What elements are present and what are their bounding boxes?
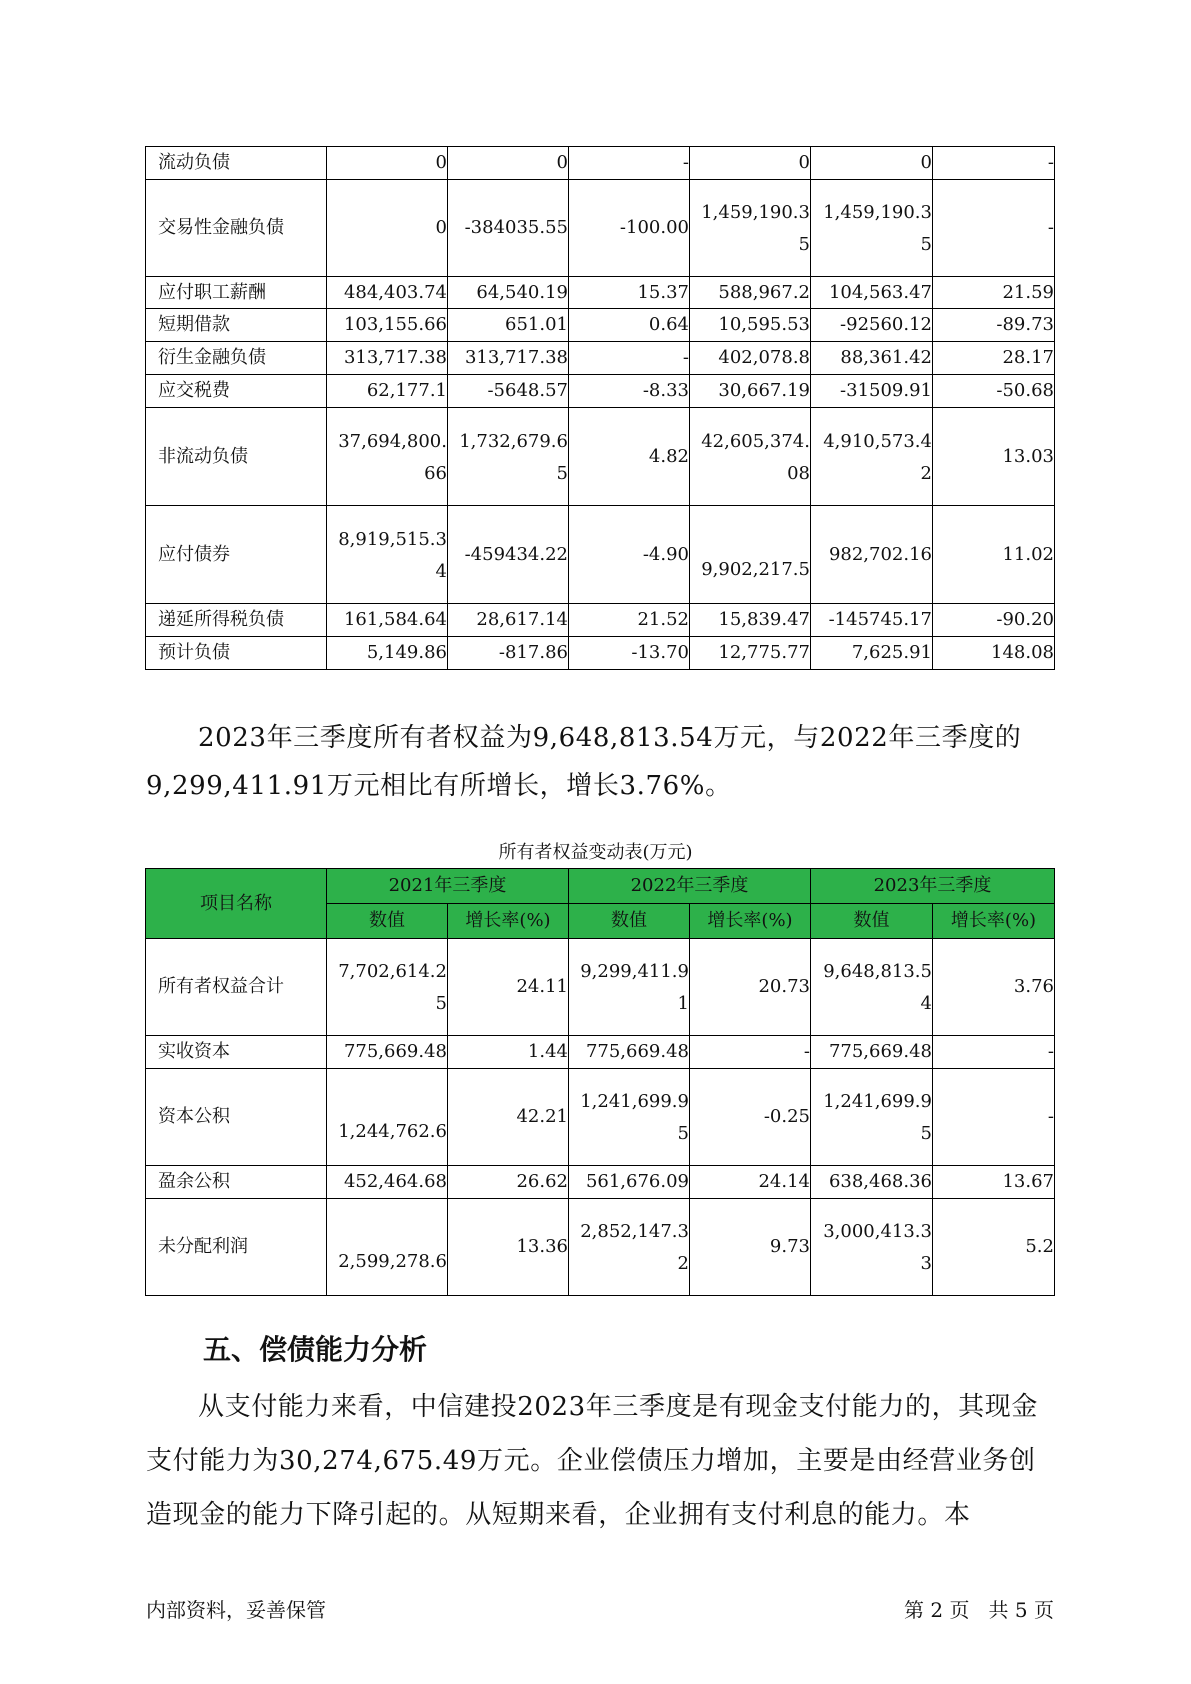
cell-value: -89.73 (933, 309, 1055, 342)
cell-value: 103,155.66 (327, 309, 448, 342)
cell-value: -90.20 (933, 604, 1055, 637)
row-label: 应付职工薪酬 (146, 277, 327, 309)
cell-value: 775,669.48 (569, 1036, 690, 1069)
row-label: 所有者权益合计 (146, 939, 327, 1036)
row-label: 应付债券 (146, 506, 327, 604)
cell-value: 484,403.74 (327, 277, 448, 309)
cell-value: 24.14 (690, 1166, 811, 1199)
cell-value: 9,299,411.91 (569, 939, 690, 1036)
cell-value: 982,702.16 (811, 506, 933, 604)
table-row (146, 604, 1055, 637)
row-label: 非流动负债 (146, 408, 327, 506)
cell-value: -0.25 (690, 1069, 811, 1166)
header-year: 2021年三季度 (327, 869, 569, 904)
cell-value: - (933, 180, 1055, 277)
cell-value: 0.64 (569, 309, 690, 342)
row-label: 未分配利润 (146, 1199, 327, 1296)
cell-value: 4.82 (569, 408, 690, 506)
cell-value: - (690, 1036, 811, 1069)
cell-value: 148.08 (933, 637, 1055, 670)
cell-value: 88,361.42 (811, 342, 933, 375)
cell-value: 313,717.38 (327, 342, 448, 375)
cell-value: -100.00 (569, 180, 690, 277)
cell-value: 5,149.86 (327, 637, 448, 670)
cell-value: 638,468.36 (811, 1166, 933, 1199)
footer-confidential-note: 内部资料，妥善保管 (146, 1598, 326, 1622)
cell-value: 11.02 (933, 506, 1055, 604)
table-row (146, 147, 1055, 180)
cell-value: 0 (690, 147, 811, 180)
cell-value: 775,669.48 (327, 1036, 448, 1069)
row-label: 应交税费 (146, 375, 327, 408)
cell-value: -5648.57 (448, 375, 569, 408)
equity-change-table (145, 868, 1055, 1296)
table-row (146, 637, 1055, 670)
cell-value: 21.59 (933, 277, 1055, 309)
cell-value: 9.73 (690, 1199, 811, 1296)
cell-value: 1,459,190.35 (811, 180, 933, 277)
cell-value: 64,540.19 (448, 277, 569, 309)
table-row (146, 408, 1055, 506)
cell-value: -384035.55 (448, 180, 569, 277)
cell-value: 4,910,573.42 (811, 408, 933, 506)
row-label: 资本公积 (146, 1069, 327, 1166)
cell-value: 313,717.38 (448, 342, 569, 375)
cell-value: 1,244,762.6 (327, 1069, 448, 1166)
cell-value: -8.33 (569, 375, 690, 408)
cell-value: 28,617.14 (448, 604, 569, 637)
equity-summary-paragraph: 2023年三季度所有者权益为9,648,813.54万元，与2022年三季度的9,299,411.91万元相比有所增长，增长3.76%。 (146, 723, 1022, 801)
cell-value: 104,563.47 (811, 277, 933, 309)
table-row (146, 1166, 1055, 1199)
cell-value: 0 (327, 180, 448, 277)
cell-value: 588,967.2 (690, 277, 811, 309)
cell-value: - (569, 342, 690, 375)
cell-value: 561,676.09 (569, 1166, 690, 1199)
cell-value: 13.67 (933, 1166, 1055, 1199)
table-row (146, 277, 1055, 309)
table-row (146, 180, 1055, 277)
table-row (146, 506, 1055, 604)
cell-value: 452,464.68 (327, 1166, 448, 1199)
cell-value: 42,605,374.08 (690, 408, 811, 506)
table-caption: 所有者权益变动表(万元) (498, 842, 693, 863)
cell-value: - (933, 1069, 1055, 1166)
cell-value: 1,241,699.95 (569, 1069, 690, 1166)
table-row (146, 1069, 1055, 1166)
header-year: 2022年三季度 (569, 869, 811, 904)
header-year: 2023年三季度 (811, 869, 1055, 904)
cell-value: - (933, 147, 1055, 180)
cell-value: - (569, 147, 690, 180)
cell-value: 37,694,800.66 (327, 408, 448, 506)
header-growth: 增长率(%) (448, 904, 569, 939)
header-row (146, 869, 1055, 904)
table-row (146, 1199, 1055, 1296)
table-row (146, 939, 1055, 1036)
footer-page-number: 第 2 页 共 5 页 (904, 1598, 1054, 1622)
cell-value: 42.21 (448, 1069, 569, 1166)
cell-value: 2,599,278.6 (327, 1199, 448, 1296)
liabilities-table (145, 146, 1055, 670)
cell-value: 3.76 (933, 939, 1055, 1036)
cell-value: 13.36 (448, 1199, 569, 1296)
cell-value: -817.86 (448, 637, 569, 670)
cell-value: 21.52 (569, 604, 690, 637)
cell-value: 13.03 (933, 408, 1055, 506)
cell-value: 1,459,190.35 (690, 180, 811, 277)
row-label: 预计负债 (146, 637, 327, 670)
cell-value: 28.17 (933, 342, 1055, 375)
row-label: 盈余公积 (146, 1166, 327, 1199)
cell-value: -145745.17 (811, 604, 933, 637)
cell-value: 15,839.47 (690, 604, 811, 637)
cell-value: 9,902,217.5 (690, 506, 811, 604)
row-label: 衍生金融负债 (146, 342, 327, 375)
cell-value: 30,667.19 (690, 375, 811, 408)
cell-value: -50.68 (933, 375, 1055, 408)
cell-value: 402,078.8 (690, 342, 811, 375)
cell-value: 0 (811, 147, 933, 180)
cell-value: 7,625.91 (811, 637, 933, 670)
row-label: 实收资本 (146, 1036, 327, 1069)
row-label: 短期借款 (146, 309, 327, 342)
row-label: 交易性金融负债 (146, 180, 327, 277)
cell-value: 1,241,699.95 (811, 1069, 933, 1166)
cell-value: 2,852,147.32 (569, 1199, 690, 1296)
cell-value: 24.11 (448, 939, 569, 1036)
cell-value: 62,177.1 (327, 375, 448, 408)
cell-value: 8,919,515.34 (327, 506, 448, 604)
cell-value: -4.90 (569, 506, 690, 604)
cell-value: 15.37 (569, 277, 690, 309)
table-row (146, 342, 1055, 375)
header-growth: 增长率(%) (933, 904, 1055, 939)
cell-value: 3,000,413.33 (811, 1199, 933, 1296)
header-value: 数值 (327, 904, 448, 939)
cell-value: 26.62 (448, 1166, 569, 1199)
cell-value: 1.44 (448, 1036, 569, 1069)
cell-value: 0 (327, 147, 448, 180)
cell-value: 1,732,679.65 (448, 408, 569, 506)
cell-value: 10,595.53 (690, 309, 811, 342)
cell-value: -92560.12 (811, 309, 933, 342)
cell-value: -13.70 (569, 637, 690, 670)
cell-value: 651.01 (448, 309, 569, 342)
cell-value: 161,584.64 (327, 604, 448, 637)
header-value: 数值 (811, 904, 933, 939)
cell-value: 7,702,614.25 (327, 939, 448, 1036)
cell-value: - (933, 1036, 1055, 1069)
cell-value: 5.2 (933, 1199, 1055, 1296)
row-label: 递延所得税负债 (146, 604, 327, 637)
table-row (146, 375, 1055, 408)
cell-value: 12,775.77 (690, 637, 811, 670)
cell-value: -31509.91 (811, 375, 933, 408)
table-row (146, 309, 1055, 342)
header-growth: 增长率(%) (690, 904, 811, 939)
header-value: 数值 (569, 904, 690, 939)
cell-value: 775,669.48 (811, 1036, 933, 1069)
section-heading: 五、偿债能力分析 (203, 1333, 428, 1366)
cell-value: -459434.22 (448, 506, 569, 604)
row-label: 流动负债 (146, 147, 327, 180)
cell-value: 0 (448, 147, 569, 180)
cell-value: 9,648,813.54 (811, 939, 933, 1036)
cell-value: 20.73 (690, 939, 811, 1036)
header-item-name: 项目名称 (146, 869, 327, 939)
solvency-paragraph: 从支付能力来看，中信建投2023年三季度是有现金支付能力的，其现金支付能力为30,274,675.49万元。企业偿债压力增加，主要是由经营业务创造现金的能力下降引起的。从短期来看，企业拥有支付利息的能力。本 (146, 1392, 1038, 1530)
table-row (146, 1036, 1055, 1069)
